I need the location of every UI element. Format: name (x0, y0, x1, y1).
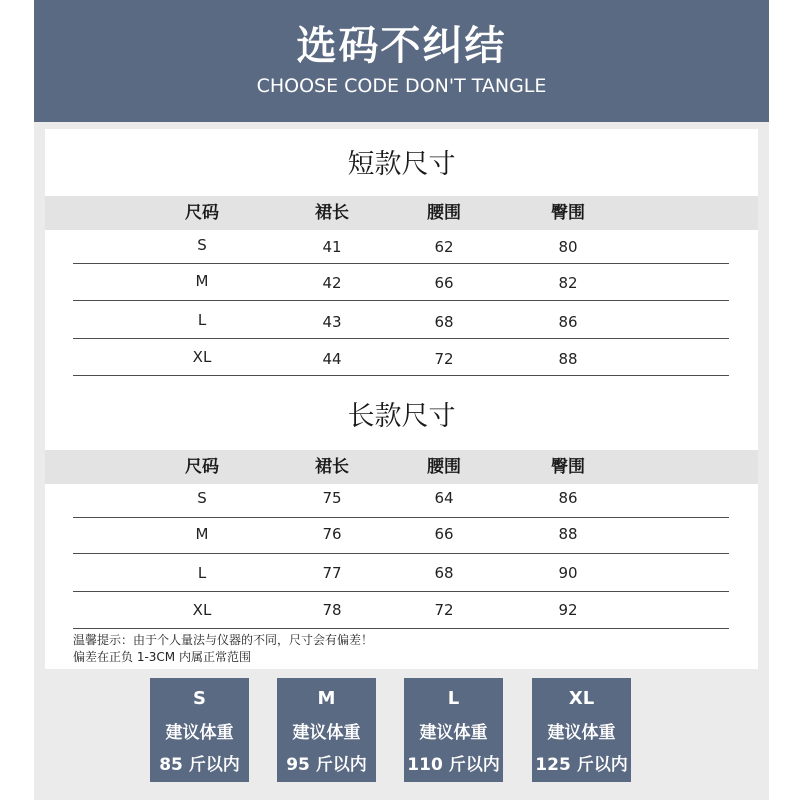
cell-hip: 86 (558, 489, 578, 507)
badge-size: S (193, 688, 206, 709)
cell-skirt-length: 78 (322, 601, 342, 619)
size-tables-card (45, 129, 758, 669)
cell-skirt-length: 42 (322, 274, 342, 292)
cell-waist: 72 (434, 350, 454, 368)
cell-waist: 66 (434, 525, 454, 543)
cell-size: XL (192, 348, 212, 366)
row-divider (73, 300, 729, 301)
cell-size: L (197, 564, 207, 582)
cell-size: XL (192, 601, 212, 619)
tip-note-line-2: 偏差在正负 1-3CM 内属正常范围 (73, 650, 251, 664)
cell-size: M (195, 272, 209, 290)
short-table-header (45, 196, 758, 230)
header-banner (34, 0, 769, 122)
header-skirt-length: 裙长 (315, 457, 349, 477)
cell-waist: 68 (434, 564, 454, 582)
badge-label: 建议体重 (292, 723, 361, 743)
cell-waist: 72 (434, 601, 454, 619)
cell-waist: 62 (434, 238, 454, 256)
cell-skirt-length: 43 (322, 313, 342, 331)
cell-skirt-length: 76 (322, 525, 342, 543)
row-divider (73, 628, 729, 629)
short-size-title: 短款尺寸 (347, 149, 456, 180)
size-chart-page (34, 0, 769, 800)
weight-badge-xl (532, 678, 631, 782)
badge-size: M (317, 688, 336, 709)
badge-weight: 110 斤以内 (407, 755, 500, 775)
badge-label: 建议体重 (419, 723, 488, 743)
badge-weight: 95 斤以内 (286, 755, 367, 775)
cell-skirt-length: 44 (322, 350, 342, 368)
cell-hip: 88 (558, 525, 578, 543)
weight-badge-s (150, 678, 249, 782)
cell-hip: 90 (558, 564, 578, 582)
cell-hip: 86 (558, 313, 578, 331)
cell-size: L (197, 311, 207, 329)
cell-skirt-length: 75 (322, 489, 342, 507)
row-divider (73, 338, 729, 339)
badge-size: L (447, 688, 460, 709)
cell-size: S (197, 236, 207, 254)
weight-badge-m (277, 678, 376, 782)
banner-subtitle: CHOOSE CODE DON'T TANGLE (256, 75, 547, 97)
banner-title: 选码不纠结 (296, 23, 507, 69)
row-divider (73, 591, 729, 592)
cell-size: S (197, 489, 207, 507)
header-skirt-length: 裙长 (315, 203, 349, 223)
long-table-header (45, 450, 758, 484)
badge-label: 建议体重 (165, 723, 234, 743)
header-hip: 臀围 (551, 457, 585, 477)
header-hip: 臀围 (551, 203, 585, 223)
cell-skirt-length: 41 (322, 238, 342, 256)
badge-label: 建议体重 (547, 723, 616, 743)
tip-note-line-1: 温馨提示：由于个人量法与仪器的不同，尺寸会有偏差！ (73, 633, 374, 647)
cell-hip: 88 (558, 350, 578, 368)
row-divider (73, 517, 729, 518)
header-waist: 腰围 (427, 203, 461, 223)
cell-waist: 64 (434, 489, 454, 507)
cell-hip: 92 (558, 601, 578, 619)
cell-skirt-length: 77 (322, 564, 342, 582)
cell-waist: 68 (434, 313, 454, 331)
cell-hip: 82 (558, 274, 578, 292)
row-divider (73, 375, 729, 376)
header-size: 尺码 (185, 457, 219, 477)
header-waist: 腰围 (427, 457, 461, 477)
cell-waist: 66 (434, 274, 454, 292)
long-size-title: 长款尺寸 (347, 401, 456, 432)
badge-size: XL (568, 688, 595, 709)
row-divider (73, 263, 729, 264)
badge-weight: 125 斤以内 (535, 755, 628, 775)
weight-badge-l (404, 678, 503, 782)
cell-hip: 80 (558, 238, 578, 256)
cell-size: M (195, 525, 209, 543)
badge-weight: 85 斤以内 (159, 755, 240, 775)
header-size: 尺码 (185, 203, 219, 223)
row-divider (73, 553, 729, 554)
